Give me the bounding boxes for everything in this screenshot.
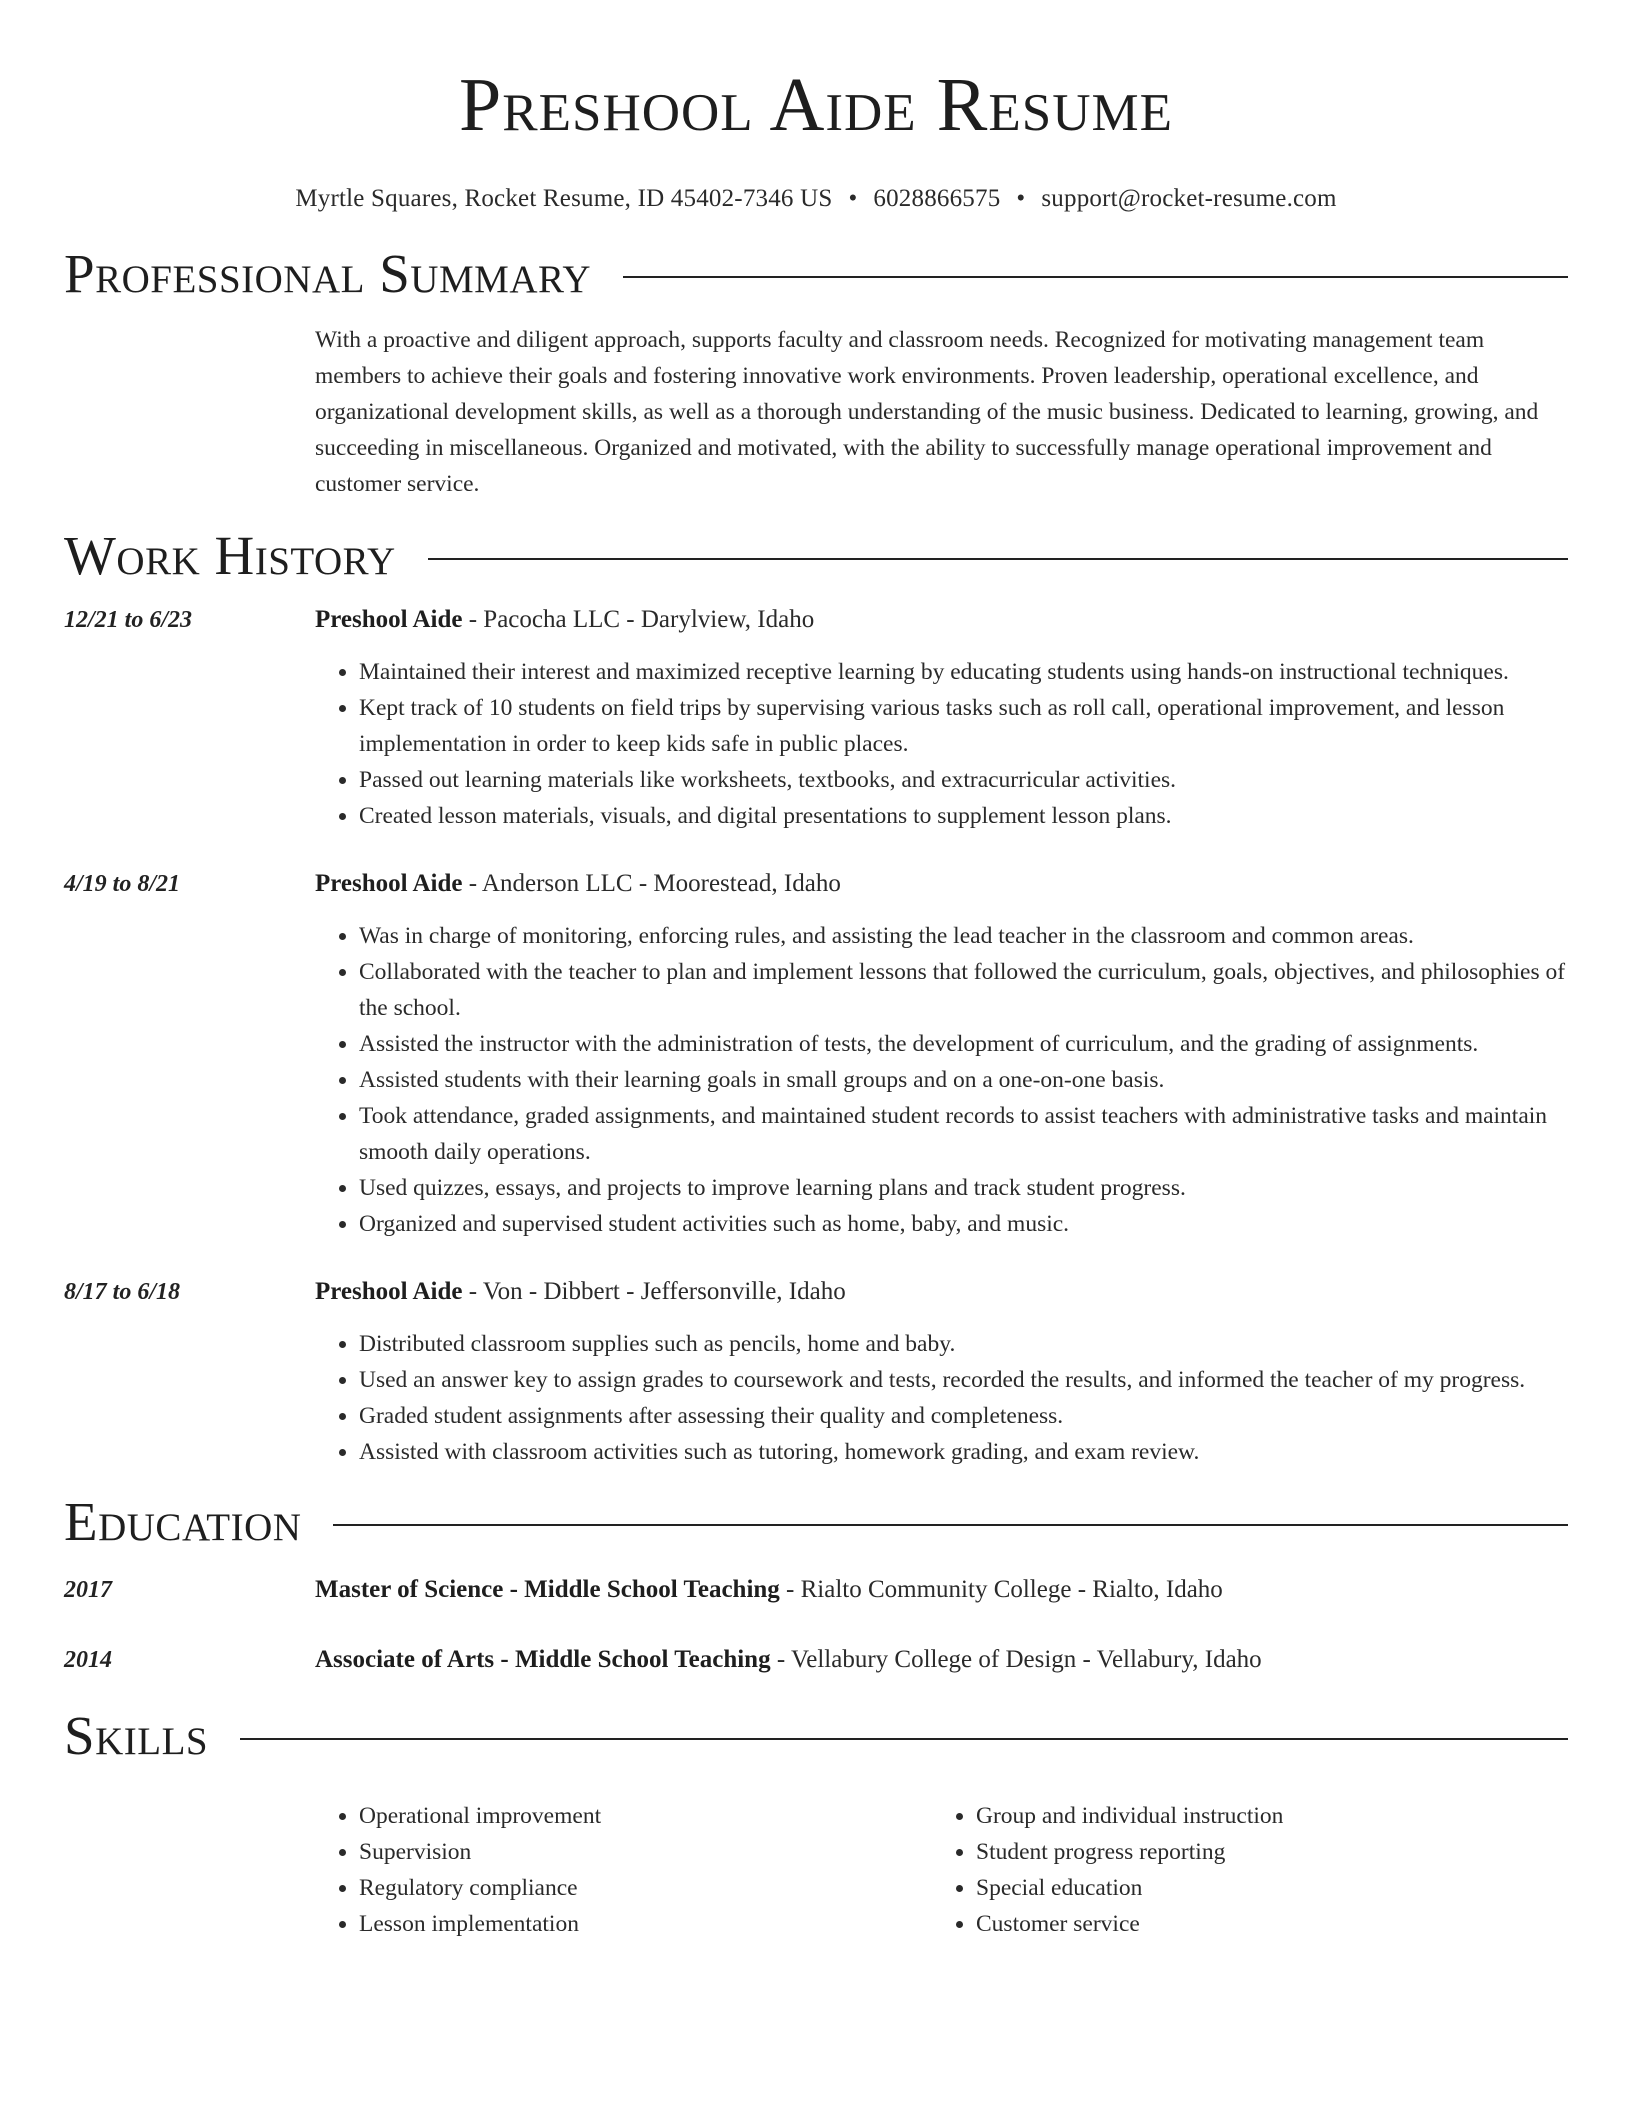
skill-item: • Supervision [359, 1834, 932, 1870]
skill-item: • Lesson implementation [359, 1906, 932, 1942]
skills-column-right [932, 1798, 1549, 1942]
job-bullet: • Was in charge of monitoring, enforcing rules, and assisting the lead teacher in the classroom and common areas. [359, 918, 1568, 954]
job-bullet: • Passed out learning materials like worksheets, textbooks, and extracurricular activities. [359, 762, 1568, 798]
job-bullets [315, 1326, 1568, 1470]
education-entry [64, 1642, 1568, 1678]
education-year: 2014 [64, 1647, 112, 1673]
contact-separator: • [848, 185, 858, 212]
education-header [315, 1642, 1568, 1678]
section-skills-header [64, 1704, 1568, 1768]
resume-page [64, 0, 1568, 1942]
skills-column-left [315, 1798, 932, 1942]
job-title: Preshool Aide [315, 1278, 463, 1305]
section-divider [333, 1524, 1568, 1526]
job-bullet: • Created lesson materials, visuals, and digital presentations to supplement lesson plans. [359, 798, 1568, 834]
job-header [315, 1274, 1568, 1310]
job-entry [64, 1274, 1568, 1470]
section-divider [623, 276, 1568, 278]
job-bullet: • Distributed classroom supplies such as pencils, home and baby. [359, 1326, 1568, 1362]
education-entry [64, 1572, 1568, 1608]
job-bullet: • Maintained their interest and maximized receptive learning by educating students using hands-on instructional techniques. [359, 654, 1568, 690]
job-dates: 12/21 to 6/23 [64, 607, 193, 633]
contact-separator: • [1016, 185, 1026, 212]
job-details: - Von - Dibbert - Jeffersonville, Idaho [462, 1278, 846, 1305]
education-details: - Vellabury College of Design - Vellabury, Idaho [770, 1646, 1262, 1673]
education-year: 2017 [64, 1577, 112, 1603]
education-header [315, 1572, 1568, 1608]
section-summary-header [64, 242, 1568, 306]
skills-list [315, 1798, 1568, 1942]
skill-item: • Regulatory compliance [359, 1870, 932, 1906]
contact-line [64, 184, 1568, 214]
education-details: - Rialto Community College - Rialto, Idaho [779, 1576, 1223, 1603]
contact-email: support@rocket-resume.com [1041, 185, 1337, 212]
job-body [315, 866, 1568, 1242]
job-bullet: • Graded student assignments after assessing their quality and completeness. [359, 1398, 1568, 1434]
job-bullet: • Used quizzes, essays, and projects to improve learning plans and track student progress. [359, 1170, 1568, 1206]
skill-item: • Operational improvement [359, 1798, 932, 1834]
job-bullet: • Collaborated with the teacher to plan and implement lessons that followed the curriculum, goals, objectives, and philosophies of the school. [359, 954, 1568, 1026]
skill-item: • Customer service [976, 1906, 1549, 1942]
job-entry [64, 866, 1568, 1242]
job-bullet: • Took attendance, graded assignments, and maintained student records to assist teachers with administrative tasks and maintain smooth daily operations. [359, 1098, 1568, 1170]
section-work-heading: Work History [64, 525, 396, 586]
job-bullet: • Assisted with classroom activities such as tutoring, homework grading, and exam review. [359, 1434, 1568, 1470]
job-bullet: • Organized and supervised student activities such as home, baby, and music. [359, 1206, 1568, 1242]
section-work-header [64, 524, 1568, 588]
job-bullet: • Assisted students with their learning goals in small groups and on a one-on-one basis. [359, 1062, 1568, 1098]
job-details: - Pacocha LLC - Darylview, Idaho [462, 606, 815, 633]
job-bullet: • Assisted the instructor with the administration of tests, the development of curriculum, and the grading of assignments. [359, 1026, 1568, 1062]
job-details: - Anderson LLC - Moorestead, Idaho [462, 870, 841, 897]
job-bullet: • Used an answer key to assign grades to coursework and tests, recorded the results, and informed the teacher of my progress. [359, 1362, 1568, 1398]
education-degree: Associate of Arts - Middle School Teaching [315, 1646, 771, 1673]
skill-item: • Group and individual instruction [976, 1798, 1549, 1834]
job-bullets [315, 654, 1568, 834]
job-entry [64, 602, 1568, 834]
education-degree: Master of Science - Middle School Teaching [315, 1576, 780, 1603]
job-title: Preshool Aide [315, 870, 463, 897]
section-education-header [64, 1490, 1568, 1554]
summary-text: With a proactive and diligent approach, supports faculty and classroom needs. Recognized for motivating management team members to achieve their goals and fostering innovative work environments. Proven leadership, operational excellence, and organizational development skills, as well as a thorough understanding of the music business. Dedicated to learning, growing, and succeeding in miscellaneous. Organized and motivated, with the ability to successfully manage operational improvement and customer service. [315, 327, 1539, 497]
job-title: Preshool Aide [315, 606, 463, 633]
skill-item: • Special education [976, 1870, 1549, 1906]
contact-phone: 6028866575 [873, 185, 1001, 212]
job-body [315, 1274, 1568, 1470]
skill-item: • Student progress reporting [976, 1834, 1549, 1870]
section-divider [428, 558, 1568, 560]
section-education-heading: Education [64, 1491, 302, 1552]
job-body [315, 602, 1568, 834]
job-header [315, 866, 1568, 902]
section-summary-heading: Professional Summary [64, 243, 592, 304]
job-bullets [315, 918, 1568, 1242]
job-dates: 8/17 to 6/18 [64, 1279, 181, 1305]
job-dates: 4/19 to 8/21 [64, 871, 181, 897]
contact-address: Myrtle Squares, Rocket Resume, ID 45402-7346 US [295, 185, 833, 212]
job-header [315, 602, 1568, 638]
resume-title: Preshool Aide Resume [459, 63, 1173, 147]
section-divider [240, 1738, 1568, 1740]
job-bullet: • Kept track of 10 students on field trips by supervising various tasks such as roll call, operational improvement, and lesson implementation in order to keep kids safe in public places. [359, 690, 1568, 762]
section-skills-heading: Skills [64, 1705, 209, 1766]
